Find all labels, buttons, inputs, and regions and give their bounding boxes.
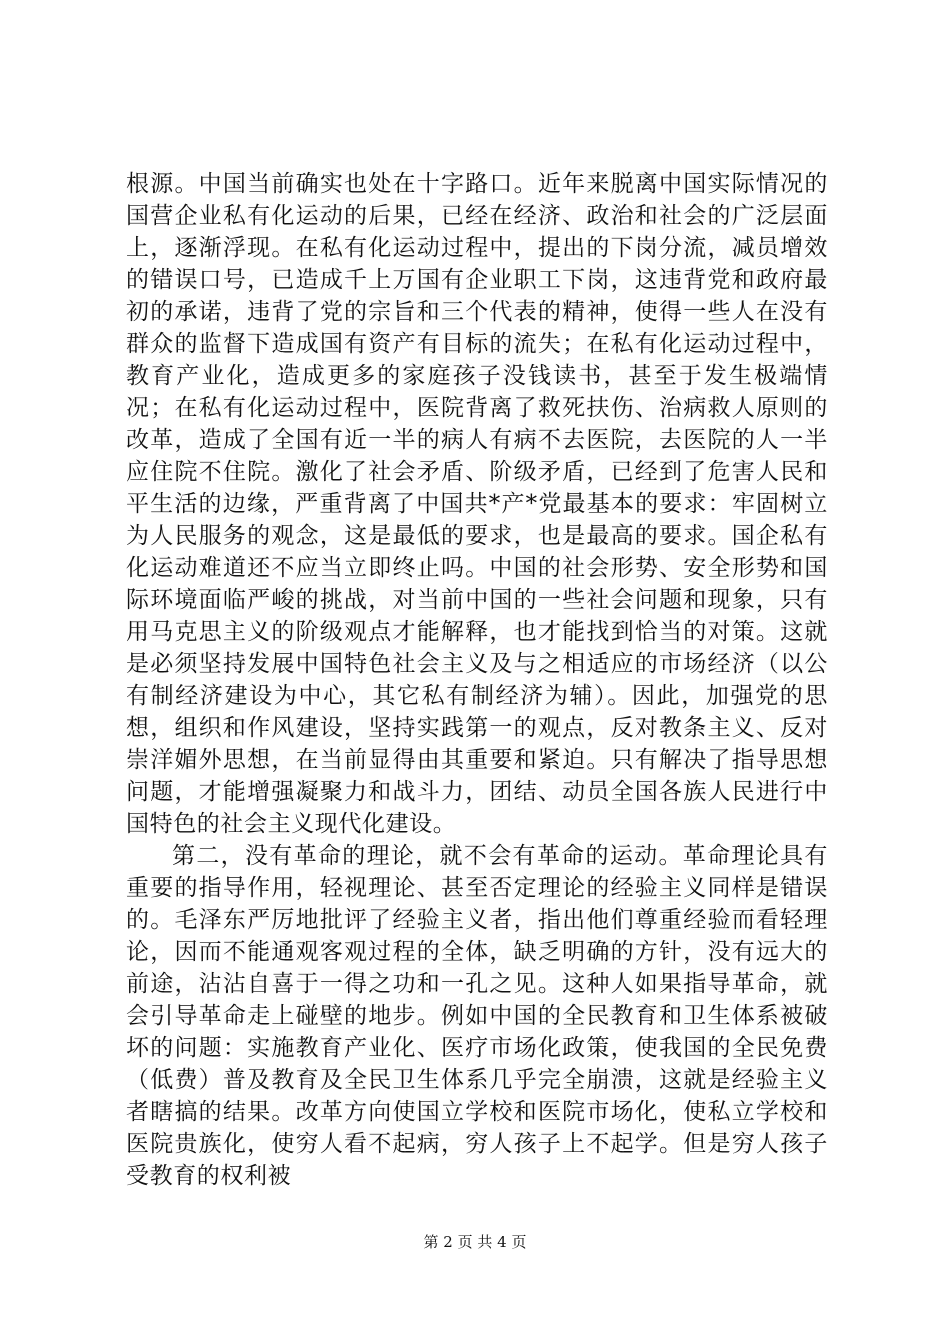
- page-number-label: 第 2 页 共 4 页: [423, 1233, 527, 1251]
- paragraph-continued: 根源。中国当前确实也处在十字路口。近年来脱离中国实际情况的国营企业私有化运动的后果，已经在经济、政治和社会的广泛层面上，逐渐浮现。在私有化运动过程中，提出的下岗分流，减员增效的错误口号，已造成千上万国有企业职工下岗，这违背党和政府最初的承诺，违背了党的宗旨和三个代表的精神，使得一些人在没有群众的监督下造成国有资产有目标的流失；在私有化运动过程中，教育产业化，造成更多的家庭孩子没钱读书，甚至于发生极端情况；在私有化运动过程中，医院背离了救死扶伤、治病救人原则的改革，造成了全国有近一半的病人有病不去医院，去医院的人一半应住院不住院。激化了社会矛盾、阶级矛盾，已经到了危害人民和平生活的边缘，严重背离了中国共*产*党最基本的要求：牢固树立为人民服务的观念，这是最低的要求，也是最高的要求。国企私有化运动难道还不应当立即终止吗。中国的社会形势、安全形势和国际环境面临严峻的挑战，对当前中国的一些社会问题和现象，只有用马克思主义的阶级观点才能解释，也才能找到恰当的对策。这就是必须坚持发展中国特色社会主义及与之相适应的市场经济（以公有制经济建设为中心，其它私有制经济为辅）。因此，加强党的思想，组织和作风建设，坚持实践第一的观点，反对教条主义、反对崇洋媚外思想，在当前显得由其重要和紧迫。只有解决了指导思想问题，才能增强凝聚力和战斗力，团结、动员全国各族人民进行中国特色的社会主义现代化建设。: [126, 171, 828, 837]
- paragraph-second-point: 第二，没有革命的理论，就不会有革命的运动。革命理论具有重要的指导作用，轻视理论、甚至否定理论的经验主义同样是错误的。毛泽东严厉地批评了经验主义者，指出他们尊重经验而看轻理论，因而不能通观客观过程的全体，缺乏明确的方针，没有远大的前途，沾沾自喜于一得之功和一孔之见。这种人如果指导革命，就会引导革命走上碰壁的地步。例如中国的全民教育和卫生体系被破坏的问题：实施教育产业化、医疗市场化政策，使我国的全民免费（低费）普及教育及全民卫生体系几乎完全崩溃，这就是经验主义者瞎搞的结果。改革方向使国立学校和医院市场化，使私立学校和医院贵族化，使穷人看不起病，穷人孩子上不起学。但是穷人孩子受教育的权利被: [126, 843, 828, 1189]
- document-body: [126, 168, 828, 1192]
- page-footer: [0, 1232, 950, 1252]
